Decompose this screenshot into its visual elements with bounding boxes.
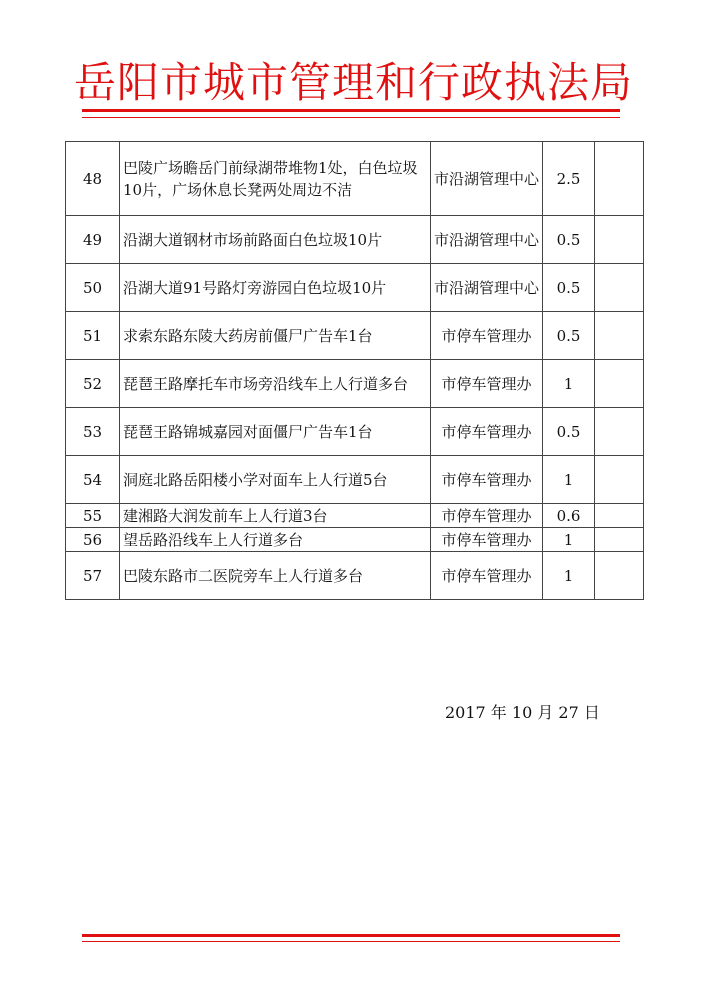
row-number: 49 bbox=[66, 216, 120, 264]
footer-rule-thick bbox=[82, 934, 620, 937]
row-blank-cell bbox=[595, 528, 644, 552]
inspection-table bbox=[65, 141, 644, 600]
row-unit: 市停车管理办 bbox=[431, 456, 543, 504]
row-unit: 市沿湖管理中心 bbox=[431, 216, 543, 264]
row-score: 1 bbox=[543, 360, 595, 408]
row-unit: 市停车管理办 bbox=[431, 504, 543, 528]
row-unit: 市停车管理办 bbox=[431, 312, 543, 360]
table-row bbox=[66, 360, 644, 408]
row-unit: 市停车管理办 bbox=[431, 360, 543, 408]
row-number: 48 bbox=[66, 142, 120, 216]
row-score: 0.5 bbox=[543, 216, 595, 264]
row-blank-cell bbox=[595, 552, 644, 600]
row-number: 53 bbox=[66, 408, 120, 456]
row-score: 1 bbox=[543, 528, 595, 552]
table-row bbox=[66, 408, 644, 456]
document-date: 2017 年 10 月 27 日 bbox=[445, 703, 600, 722]
table-row bbox=[66, 552, 644, 600]
row-number: 54 bbox=[66, 456, 120, 504]
row-unit: 市停车管理办 bbox=[431, 528, 543, 552]
table-row bbox=[66, 528, 644, 552]
row-blank-cell bbox=[595, 504, 644, 528]
row-score: 0.5 bbox=[543, 408, 595, 456]
row-description: 沿湖大道91号路灯旁游园白色垃圾10片 bbox=[120, 264, 431, 312]
letterhead-title: 岳阳市城市管理和行政执法局 bbox=[73, 58, 633, 107]
row-number: 56 bbox=[66, 528, 120, 552]
table-row bbox=[66, 312, 644, 360]
table-row bbox=[66, 142, 644, 216]
row-number: 55 bbox=[66, 504, 120, 528]
row-unit: 市停车管理办 bbox=[431, 408, 543, 456]
row-score: 1 bbox=[543, 552, 595, 600]
table-row bbox=[66, 456, 644, 504]
row-blank-cell bbox=[595, 264, 644, 312]
header-rule-thin bbox=[82, 117, 620, 118]
row-number: 51 bbox=[66, 312, 120, 360]
row-blank-cell bbox=[595, 312, 644, 360]
row-score: 2.5 bbox=[543, 142, 595, 216]
row-blank-cell bbox=[595, 360, 644, 408]
row-description: 望岳路沿线车上人行道多台 bbox=[120, 528, 431, 552]
row-unit: 市沿湖管理中心 bbox=[431, 264, 543, 312]
row-description: 琵琶王路锦城嘉园对面僵尸广告车1台 bbox=[120, 408, 431, 456]
row-score: 0.5 bbox=[543, 264, 595, 312]
table-row bbox=[66, 216, 644, 264]
row-description: 巴陵广场瞻岳门前绿湖带堆物1处，白色垃圾10片，广场休息长凳两处周边不洁 bbox=[120, 142, 431, 216]
table-row bbox=[66, 504, 644, 528]
footer-rule-thin bbox=[82, 941, 620, 942]
row-score: 0.5 bbox=[543, 312, 595, 360]
row-description: 沿湖大道钢材市场前路面白色垃圾10片 bbox=[120, 216, 431, 264]
row-number: 57 bbox=[66, 552, 120, 600]
row-description: 求索东路东陵大药房前僵尸广告车1台 bbox=[120, 312, 431, 360]
row-blank-cell bbox=[595, 142, 644, 216]
row-number: 50 bbox=[66, 264, 120, 312]
row-description: 建湘路大润发前车上人行道3台 bbox=[120, 504, 431, 528]
row-description: 巴陵东路市二医院旁车上人行道多台 bbox=[120, 552, 431, 600]
row-number: 52 bbox=[66, 360, 120, 408]
header-rule-thick bbox=[82, 109, 620, 112]
row-blank-cell bbox=[595, 456, 644, 504]
row-score: 1 bbox=[543, 456, 595, 504]
table-row bbox=[66, 264, 644, 312]
row-score: 0.6 bbox=[543, 504, 595, 528]
row-description: 洞庭北路岳阳楼小学对面车上人行道5台 bbox=[120, 456, 431, 504]
row-blank-cell bbox=[595, 408, 644, 456]
row-unit: 市停车管理办 bbox=[431, 552, 543, 600]
row-unit: 市沿湖管理中心 bbox=[431, 142, 543, 216]
row-description: 琵琶王路摩托车市场旁沿线车上人行道多台 bbox=[120, 360, 431, 408]
row-blank-cell bbox=[595, 216, 644, 264]
